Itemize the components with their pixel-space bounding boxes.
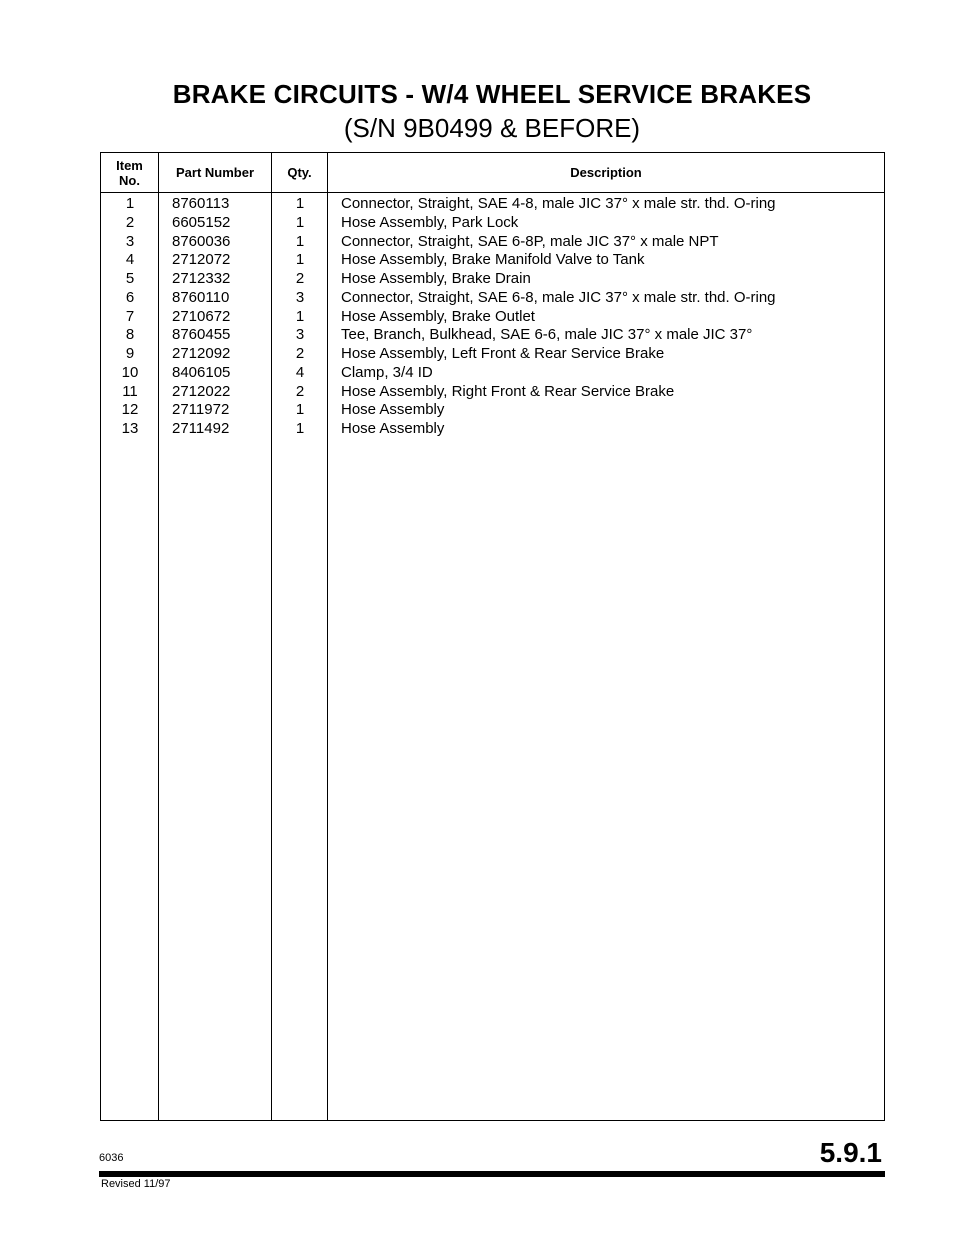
description: Clamp, 3/4 ID [341,363,433,381]
part-number: 6605152 [172,213,231,231]
table-body [101,195,884,439]
table-row [101,326,884,345]
item-number: 10 [121,363,139,381]
table-row [101,289,884,308]
item-number: 7 [125,307,135,325]
quantity: 2 [295,382,305,400]
part-number: 8760113 [172,195,230,212]
table-row [101,420,884,439]
item-number: 5 [125,270,135,287]
description: Hose Assembly, Brake Manifold Valve to Tank [341,251,645,269]
part-number: 2712332 [172,270,231,287]
quantity: 1 [295,420,305,437]
item-number: 3 [125,232,135,250]
quantity: 1 [295,401,305,419]
quantity: 1 [295,232,305,250]
description: Tee, Branch, Bulkhead, SAE 6-6, male JIC 37° x male JIC 37° [341,326,753,344]
quantity: 2 [295,270,305,287]
part-number: 8760455 [172,326,231,344]
quantity: 3 [295,326,305,344]
table-row [101,308,884,327]
header-item-no [101,153,158,192]
section-number: 5.9.1 [819,1137,882,1168]
item-number: 4 [125,251,135,269]
table-row [101,214,884,233]
description: Connector, Straight, SAE 6-8P, male JIC 37° x male NPT [341,232,719,250]
table-row [101,270,884,289]
table-row [101,383,884,402]
item-number: 1 [125,195,135,212]
table-row [101,345,884,364]
header-qty: Qty. [287,165,312,180]
quantity: 1 [295,213,305,231]
description: Hose Assembly [341,420,445,437]
footer-rule [99,1171,885,1177]
description: Hose Assembly, Park Lock [341,213,519,231]
description: Hose Assembly [341,401,445,419]
item-number: 6 [125,288,135,306]
document-number: 6036 [99,1152,124,1164]
quantity: 1 [295,195,305,212]
part-number: 2712072 [172,251,231,269]
quantity: 1 [295,307,305,325]
table-row [101,251,884,270]
part-number: 8406105 [172,363,231,381]
header-item-line1: Item [116,157,143,173]
part-number: 2711492 [172,420,230,437]
item-number: 8 [125,326,135,344]
description: Connector, Straight, SAE 4-8, male JIC 37° x male str. thd. O-ring [341,195,776,212]
item-number: 11 [122,382,138,400]
part-number: 2712022 [172,382,231,400]
table-row [101,401,884,420]
part-number: 2711972 [172,401,230,419]
part-number: 8760036 [172,232,231,250]
table-row [101,364,884,383]
table-row [101,195,884,214]
item-number: 2 [125,213,135,231]
part-number: 8760110 [172,288,230,306]
description: Hose Assembly, Brake Drain [341,270,531,287]
quantity: 4 [295,363,305,381]
part-number: 2710672 [172,307,231,325]
table-row [101,233,884,252]
description: Hose Assembly, Brake Outlet [341,307,535,325]
item-number: 9 [125,345,135,362]
header-part-number: Part Number [175,165,255,180]
item-number: 13 [121,420,139,437]
description: Hose Assembly, Right Front & Rear Service Brake [341,382,675,400]
quantity: 3 [295,288,305,306]
item-number: 12 [121,401,139,419]
part-number: 2712092 [172,345,231,362]
quantity: 2 [295,345,305,362]
page-title: BRAKE CIRCUITS - W/4 WHEEL SERVICE BRAKES [172,79,812,109]
header-item-line2: No. [119,172,140,188]
revision-date: Revised 11/97 [101,1178,171,1190]
parts-table [100,152,885,1121]
description: Connector, Straight, SAE 6-8, male JIC 37° x male str. thd. O-ring [341,288,776,306]
quantity: 1 [295,251,305,269]
header-divider [101,192,884,193]
description: Hose Assembly, Left Front & Rear Service Brake [341,345,665,362]
header-description: Description [570,165,642,180]
page-subtitle: (S/N 9B0499 & BEFORE) [343,113,641,143]
